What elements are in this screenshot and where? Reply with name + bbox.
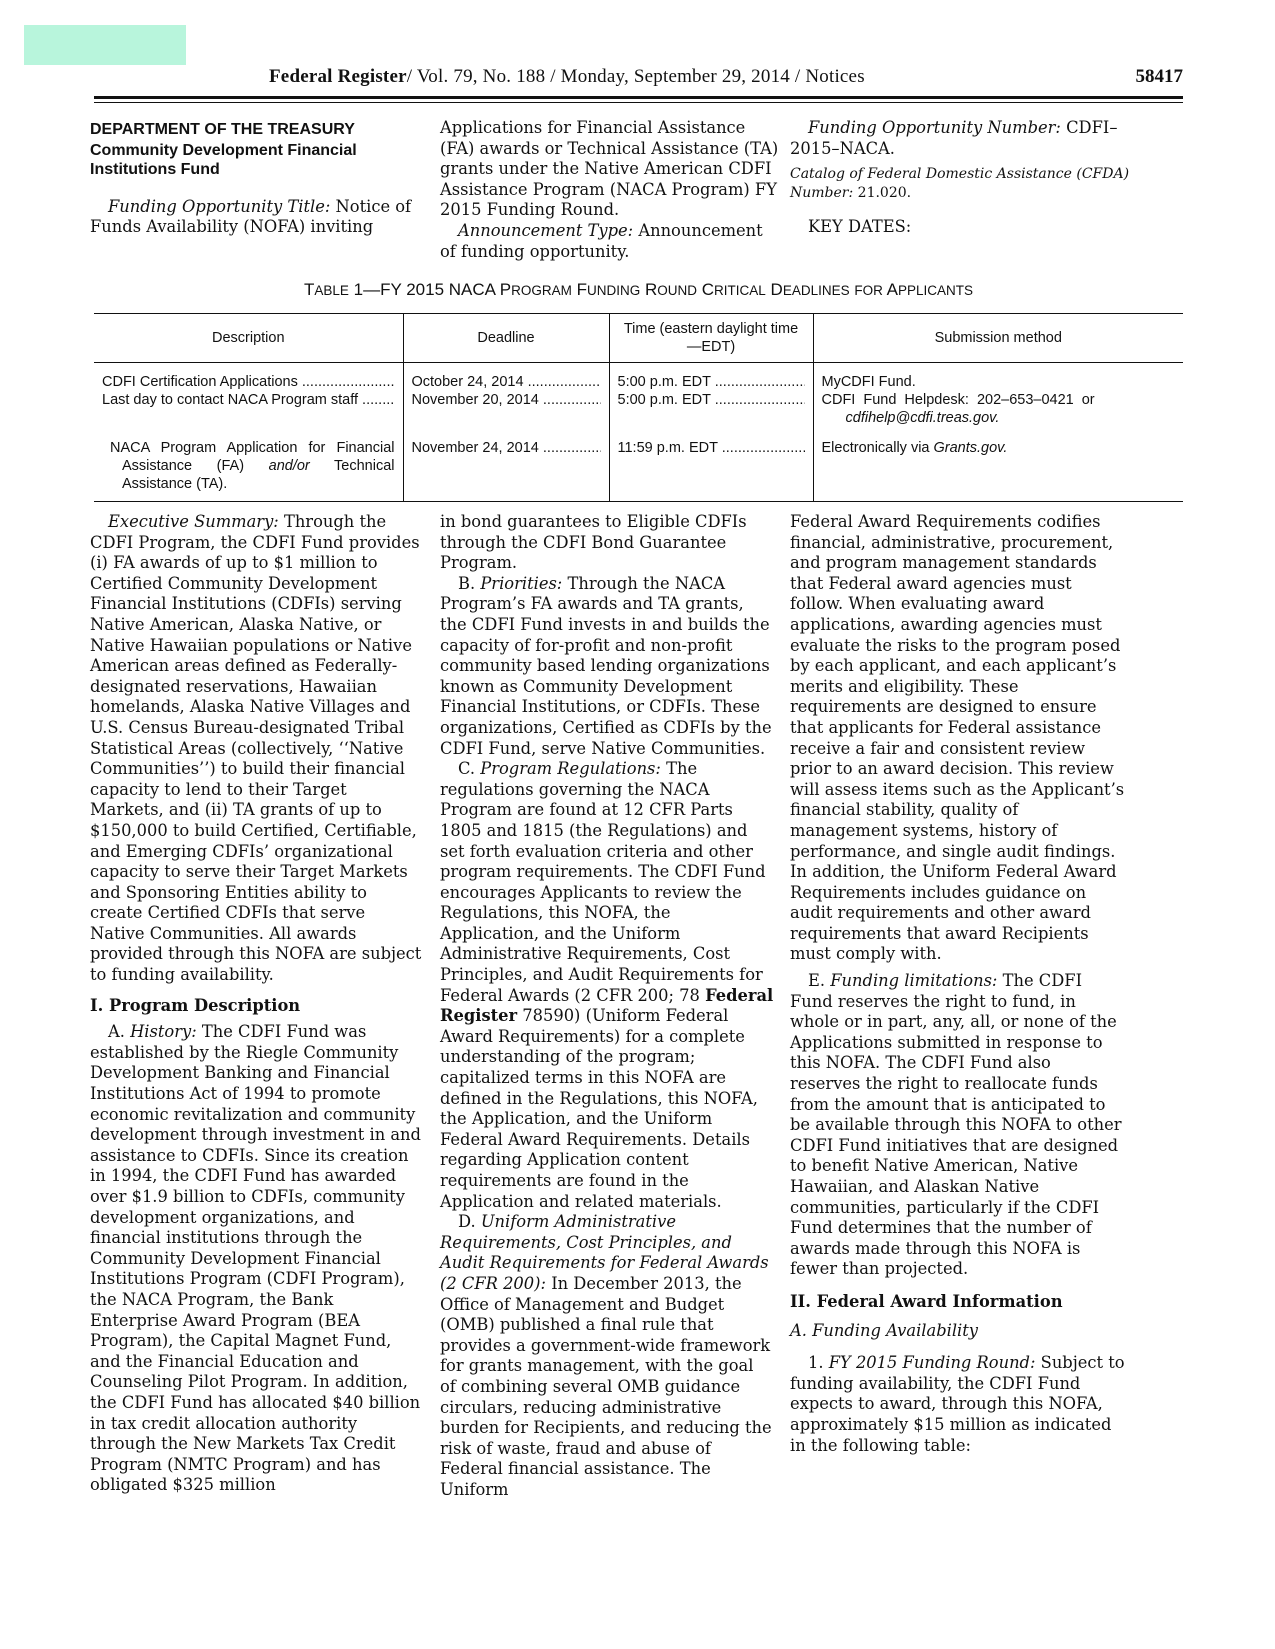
row-method: CDFI Fund Helpdesk: 202–653–0421 or [821, 392, 1095, 408]
table-header-row [94, 314, 1183, 363]
row-deadline: November 20, 2014 ..... [412, 391, 601, 409]
paragraph-funding-limitations: E. Funding limitations: The CDFI Fund reserves the right to fund, in whole or in part, any, all, or none of the Applications submitted in response to this NOFA. The CDFI Fund also reserves the right to reallocate funds from the amount that is anticipated to be available through this NOFA to other CDFI Fund initiatives that are designed to benefit Native American, Native Hawaiian, and Alaskan Native communities, particularly if the CDFI Fund determines that the number of awards made through this NOFA is fewer than projected. [790, 971, 1122, 1279]
cfda-number [790, 165, 1130, 203]
column-header: Time (eastern daylight time—EDT) [609, 314, 813, 363]
subsection-heading: A. Funding Availability [790, 1320, 978, 1340]
paragraph-history: A. History: The CDFI Fund was established by the Riegle Community Development Banking and Financial Institutions Act of 1994 to promote economic revitalization and community development through investment in and assistance to CDFIs. Since its creation in 1994, the CDFI Fund has awarded over $1.9 billion to CDFIs, community development organizations, and financial institutions through the Community Development Financial Institutions Program (CDFI Program), the NACA Program, the Bank Enterprise Award Program (BEA Program), the Capital Magnet Fund, and the Financial Education and Counseling Pilot Program. In addition, the CDFI Fund has allocated $40 billion in tax credit allocation authority through the New Markets Tax Credit Program (NMTC Program) and has obligated $325 million [90, 1022, 421, 1495]
paragraph-regulations: C. Program Regulations: The regulations governing the NACA Program are found at 12 CFR Parts 1805 and 1815 (the Regulations) and set forth evaluation criteria and other program requirements. The CDFI Fund encourages Applicants to review the Regulations, this NOFA, the Application, and the Uniform Administrative Requirements, Cost Principles, and Audit Requirements for Federal Awards (2 CFR 200; 78 Federal Register 78590) (Uniform Federal Award Requirements) for a complete understanding of the program; capitalized terms in this NOFA are defined in the Regulations, this NOFA, the Application, and the Uniform Federal Award Requirements. Details regarding Application content requirements are found in the Application and related materials. [440, 759, 774, 1211]
history-continuation: in bond guarantees to Eligible CDFIs through the CDFI Bond Guarantee Program. [440, 512, 747, 573]
paragraph-priorities: B. Priorities: Through the NACA Program’s FA awards and TA grants, the CDFI Fund invests in and builds the capacity of for-profit and non-profit community based lending organizations known as Community Development Financial Institutions, or CDFIs. These organizations, Certified as CDFIs by the CDFI Fund, serve Native Communities. [440, 573, 772, 758]
running-header [94, 66, 1183, 90]
row-description: NACA Program Application for Financial Assistance (FA) and/or Technical Assistance (TA). [110, 440, 395, 492]
header-citation [269, 66, 865, 88]
body-column-3 [790, 512, 1126, 1456]
intro-column-1 [90, 120, 420, 238]
agency-heading: Community Development Financial Institutions Fund [90, 141, 357, 178]
helpdesk-email: cdfihelp@cdfi.treas.gov. [845, 410, 1000, 426]
column-header: Deadline [403, 314, 609, 363]
table-title: TABLE 1—FY 2015 NACA PROGRAM FUNDING ROUND CRITICAL DEADLINES FOR APPLICANTS [303, 280, 973, 299]
row-time: 11:59 p.m. EDT ..... [618, 439, 805, 457]
table-row [94, 391, 1183, 427]
row-description: Last day to contact NACA Program staff ..... [102, 391, 395, 409]
table-row [94, 363, 1183, 392]
table-row [94, 427, 1183, 502]
section-heading: II. Federal Award Information [790, 1291, 1063, 1311]
fot-label: Funding Opportunity Title: [108, 196, 331, 216]
uniform-requirements-continuation: Federal Award Requirements codifies financial, administrative, procurement, and program management standards that Federal award agencies must follow. When evaluating award applications, awarding agencies must evaluate the risks to the program posed by each applicant, and each applicant’s merits and eligibility. These requirements are designed to ensure that applicants for Federal assistance receive a fair and consistent review prior to an award decision. This review will assess items such as the Applicant’s financial stability, quality of management systems, history of performance, and single audit findings. In addition, the Uniform Federal Award Requirements includes guidance on audit requirements and other award requirements that award Recipients must comply with. [790, 512, 1125, 964]
intro-column-2-text [440, 118, 780, 262]
row-deadline: November 24, 2014 ..... [412, 439, 601, 457]
department-heading: DEPARTMENT OF THE TREASURY [90, 121, 355, 138]
page-number: 58417 [1135, 66, 1183, 87]
highlight-marker [24, 25, 186, 65]
fon-label: Funding Opportunity Number: [808, 118, 1061, 137]
intro-column-3 [790, 118, 1130, 238]
section-heading: I. Program Description [90, 995, 301, 1015]
key-dates-heading: KEY DATES: [808, 217, 912, 237]
row-time: 5:00 p.m. EDT ..... [618, 373, 805, 391]
row-time: 5:00 p.m. EDT ..... [618, 391, 805, 409]
fot-text: Notice of Funds Availability (NOFA) inviting [90, 196, 412, 237]
body-column-1 [90, 512, 424, 1496]
deadlines-table [94, 313, 1183, 502]
register-name: Federal Register [269, 66, 407, 87]
row-deadline: October 24, 2014 ..... [412, 373, 601, 391]
announcement-type: Announcement Type: Announcement of funding opportunity. [440, 220, 763, 261]
column-header: Description [94, 314, 403, 363]
fot-text-continued: Applications for Financial Assistance (FA) awards or Technical Assistance (TA) grants under the Native American CDFI Assistance Program (NACA Program) FY 2015 Funding Round. [440, 118, 779, 220]
cfda-text: 21.020. [857, 185, 912, 202]
column-header: Submission method [813, 314, 1183, 363]
header-rule-thin [94, 102, 1183, 103]
fon-text: CDFI–2015–NACA. [790, 118, 1118, 158]
paragraph-uniform-requirements: D. Uniform Administrative Requirements, Cost Principles, and Audit Requirements for Federal Awards (2 CFR 200): In December 2013, the Office of Management and Budget (OMB) published a final rule that provides a government-wide framework for grants management, with the goal of combining several OMB guidance circulars, reducing administrative burden for Recipients, and reducing the risk of waste, fraud and abuse of Federal financial assistance. The Uniform [440, 1212, 772, 1499]
executive-summary: Executive Summary: Through the CDFI Program, the CDFI Fund provides (i) FA awards of up to $1 million to Certified Community Development Financial Institutions (CDFIs) serving Native American, Alaska Native, or Native Hawaiian populations or Native American areas defined as Federally-designated reservations, Hawaiian homelands, Alaska Native Villages and U.S. Census Bureau-designated Tribal Statistical Areas (collectively, ‘‘Native Communities’’) to build their financial capacity to lend to their Target Markets, and (ii) TA grants of up to $150,000 to build Certified, Certifiable, and Emerging CDFIs’ organizational capacity to serve their Target Markets and Sponsoring Entities ability to create Certified CDFIs that serve Native Communities. All awards provided through this NOFA are subject to funding availability. [90, 512, 422, 985]
row-method: MyCDFI Fund. [821, 374, 916, 390]
funding-opportunity-number [790, 118, 1130, 159]
row-description: CDFI Certification Applications ..... [102, 373, 395, 391]
row-method: Electronically via Grants.gov. [821, 440, 1008, 456]
header-volume-info: / Vol. 79, No. 188 / Monday, September 29, 2014 / Notices [406, 66, 865, 87]
cfda-label: Catalog of Federal Domestic Assistance (CFDA) Number: [790, 166, 1130, 202]
funding-opportunity-title [90, 197, 420, 238]
body-column-2 [440, 512, 774, 1501]
header-rule [94, 96, 1183, 99]
paragraph-funding-round: 1. FY 2015 Funding Round: Subject to funding availability, the CDFI Fund expects to award, through this NOFA, approximately $15 million as indicated in the following table: [790, 1353, 1125, 1455]
